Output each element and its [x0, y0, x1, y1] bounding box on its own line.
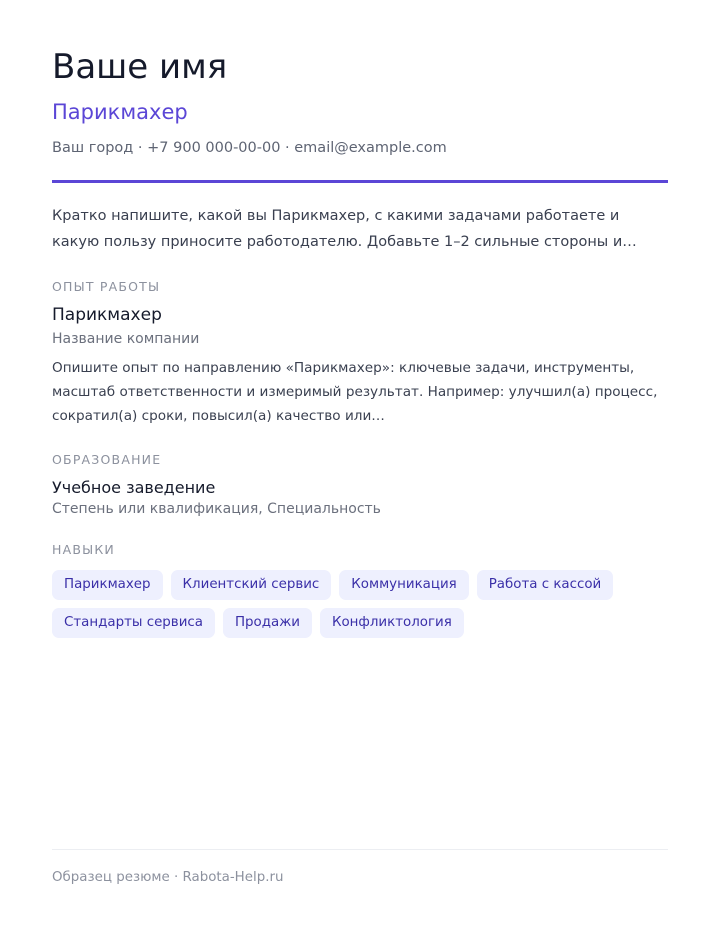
footer-text: Образец резюме · Rabota-Help.ru [52, 870, 284, 885]
job-title: Парикмахер [52, 305, 162, 325]
skills-list [52, 570, 668, 638]
footer-divider [52, 849, 668, 850]
skill-chip: Продажи [223, 608, 312, 638]
skill-chip: Коммуникация [339, 570, 468, 600]
candidate-position: Парикмахер [52, 100, 188, 124]
company-name: Название компании [52, 331, 200, 347]
skill-chip: Парикмахер [52, 570, 163, 600]
resume-page [52, 0, 668, 936]
education-school: Учебное заведение [52, 478, 216, 497]
summary-text: Кратко напишите, какой вы Парикмахер, с какими задачами работаете и какую пользу приносите работодателю. Добавьте 1–2 сильные стороны и… [52, 208, 637, 250]
header-divider [52, 180, 668, 183]
skill-chip: Конфликтология [320, 608, 464, 638]
skill-chip: Клиентский сервис [171, 570, 332, 600]
job-description: Опишите опыт по направлению «Парикмахер»: ключевые задачи, инструменты, масштаб ответственности и измеримый результат. Например: улучшил(а) процесс, сократил(а) сроки, повысил(а) качество или… [52, 360, 658, 424]
skills-heading: НАВЫКИ [52, 542, 115, 557]
candidate-name: Ваше имя [52, 47, 228, 87]
skill-chip: Стандарты сервиса [52, 608, 215, 638]
education-degree: Степень или квалификация, Специальность [52, 501, 381, 517]
skill-chip: Работа с кассой [477, 570, 614, 600]
experience-heading: ОПЫТ РАБОТЫ [52, 279, 161, 294]
education-heading: ОБРАЗОВАНИЕ [52, 452, 162, 467]
contact-line: Ваш город · +7 900 000-00-00 · email@example.com [52, 140, 447, 156]
